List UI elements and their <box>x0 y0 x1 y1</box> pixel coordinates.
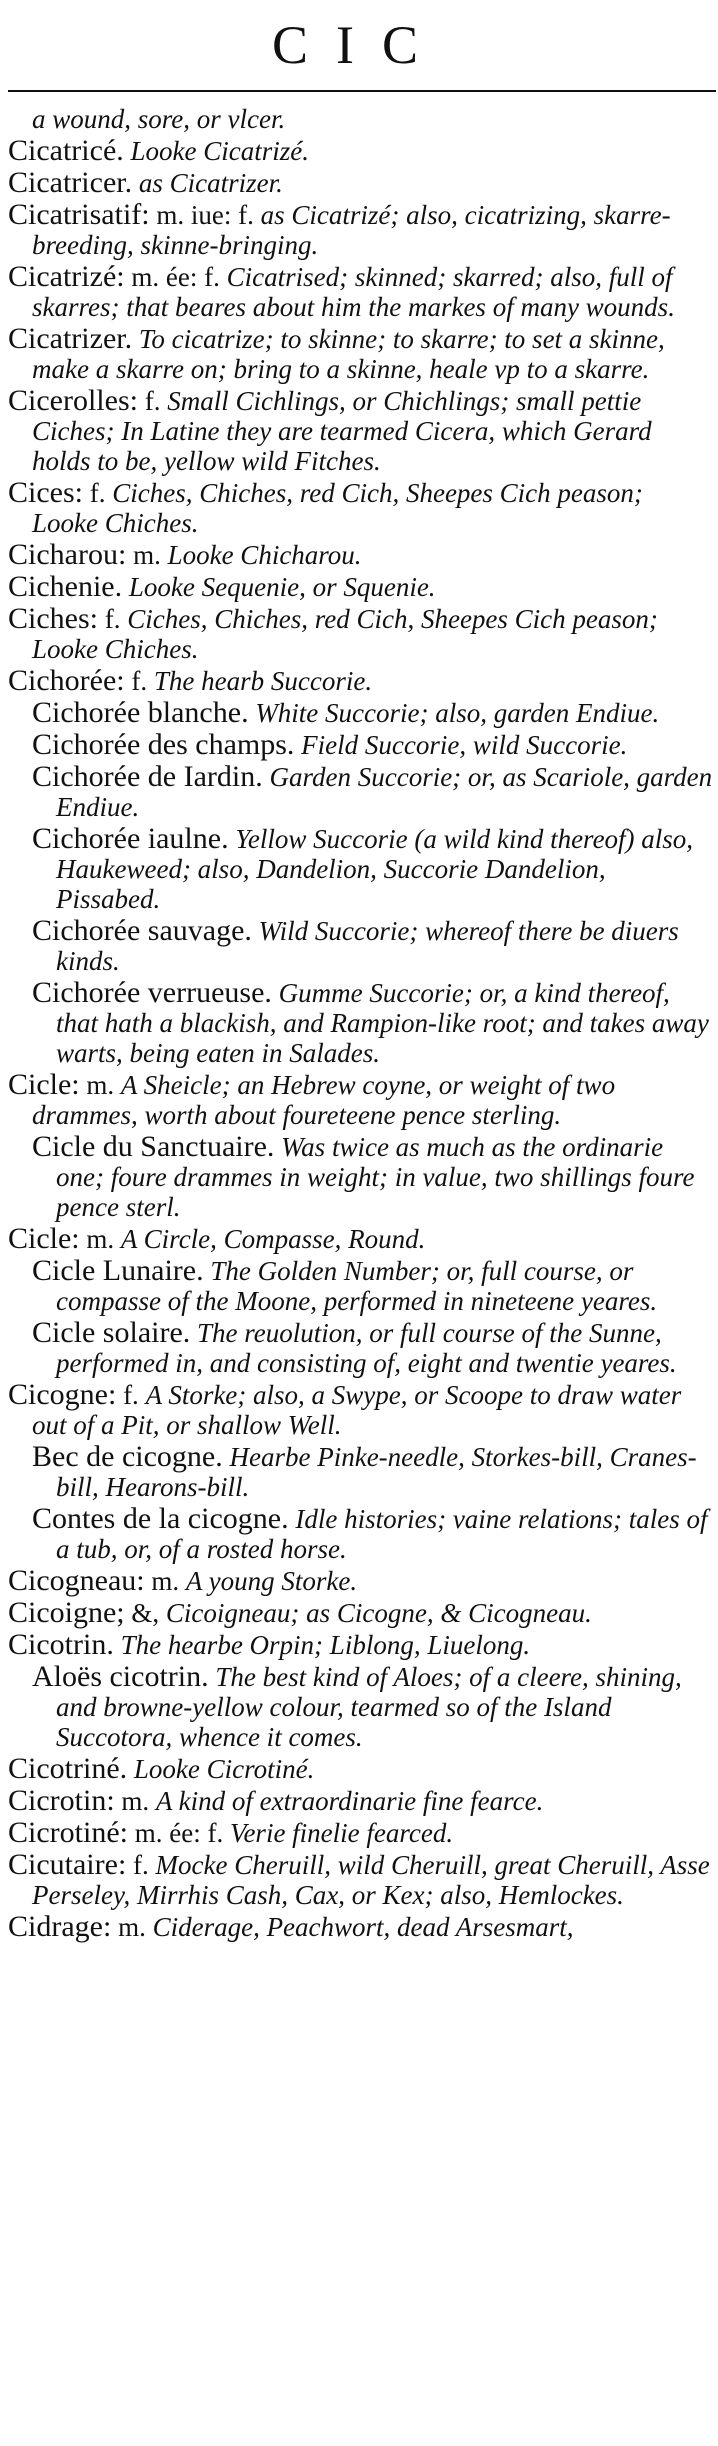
entry-headword: Cicrotin: <box>8 1784 115 1817</box>
dictionary-entry <box>8 1132 714 1222</box>
entry-definition: Wild Succorie; whereof there be diuers kinds. <box>56 916 679 976</box>
entry-headword: Contes de la cicogne. <box>32 1502 289 1535</box>
dictionary-entry <box>8 1380 714 1440</box>
entry-definition: Was twice as much as the ordinarie one; foure drammes in weight; in value, two shillings foure pence sterl. <box>56 1132 695 1222</box>
dictionary-entry <box>8 1786 714 1816</box>
dictionary-entry <box>8 1442 714 1502</box>
entry-headword: Cichorée iaulne. <box>32 822 229 855</box>
entry-headword: Cicatrisatif: <box>8 198 150 231</box>
entry-definition: Field Succorie, wild Succorie. <box>301 730 628 760</box>
entry-headword: Cicle solaire. <box>32 1316 191 1349</box>
entry-grammar: f. <box>89 478 106 508</box>
entry-grammar: f. <box>123 1380 139 1410</box>
entry-headword: Cichorée sauvage. <box>32 914 252 947</box>
entry-definition: Garden Succorie; or, as Scariole, garden Endiue. <box>56 762 713 822</box>
dictionary-entry <box>8 386 714 476</box>
dictionary-entry <box>8 1598 714 1628</box>
dictionary-entry <box>8 1566 714 1596</box>
entry-headword: Aloës cicotrin. <box>32 1660 209 1693</box>
entry-headword: Cidrage: <box>8 1910 112 1943</box>
entry-definition: Looke Cicrotiné. <box>133 1754 315 1784</box>
entry-headword: Cicotriné. <box>8 1752 128 1785</box>
entry-headword: Cicerolles: <box>8 384 138 417</box>
entry-grammar: m. <box>133 540 161 570</box>
entry-definition: Yellow Succorie (a wild kind thereof) also, Haukeweed; also, Dandelion, Succorie Dandelion, Pissabed. <box>56 824 694 914</box>
dictionary-entry <box>8 104 714 134</box>
entry-grammar: m. iue: f. <box>156 200 254 230</box>
entry-headword: Cicoigne; <box>8 1596 125 1629</box>
entry-grammar: f. <box>131 666 148 696</box>
entry-grammar: m. <box>118 1912 146 1942</box>
entry-definition: A Circle, Compasse, Round. <box>120 1224 426 1254</box>
entry-grammar: m. <box>151 1566 180 1596</box>
entry-grammar: m. ée: f. <box>134 1818 224 1848</box>
entry-definition: Cicatrised; skinned; skarred; also, full of skarres; that beares about him the markes of many wounds. <box>32 262 675 322</box>
dictionary-entry <box>8 1224 714 1254</box>
dictionary-entry <box>8 824 714 914</box>
dictionary-entry <box>8 1754 714 1784</box>
entry-headword: Cichenie. <box>8 570 123 603</box>
entry-headword: Cices: <box>8 476 83 509</box>
entry-grammar: m. <box>86 1224 115 1254</box>
dictionary-entry <box>8 136 714 166</box>
dictionary-entry <box>8 1070 714 1130</box>
entry-definition: The hearb Succorie. <box>153 666 373 696</box>
entry-definition: a wound, sore, or vlcer. <box>32 104 286 134</box>
entry-headword: Cicatricer. <box>8 166 133 199</box>
dictionary-entry <box>8 262 714 322</box>
dictionary-entry <box>8 1318 714 1378</box>
dictionary-entry <box>8 1850 714 1910</box>
header-rule <box>8 90 716 92</box>
entry-definition: Ciches, Chiches, red Cich, Sheepes Cich peason; Looke Chiches. <box>32 478 643 538</box>
entry-headword: Cicle: <box>8 1068 80 1101</box>
entry-headword: Cichorée verrueuse. <box>32 976 272 1009</box>
entry-definition: The reuolution, or full course of the Sunne, performed in, and consisting of, eight and twentie yeares. <box>56 1318 677 1378</box>
entry-grammar: f. <box>144 386 161 416</box>
entry-headword: Cicle du Sanctuaire. <box>32 1130 275 1163</box>
dictionary-entry <box>8 324 714 384</box>
entry-definition: Looke Chicharou. <box>167 540 362 570</box>
entry-definition: Looke Sequenie, or Squenie. <box>128 572 436 602</box>
entry-definition: Gumme Succorie; or, a kind thereof, that hath a blackish, and Rampion-like root; and takes away warts, being eaten in Salades. <box>56 978 709 1068</box>
entry-definition: A Storke; also, a Swype, or Scoope to draw water out of a Pit, or shallow Well. <box>32 1380 682 1440</box>
dictionary-entry <box>8 1662 714 1752</box>
dictionary-entry <box>8 978 714 1068</box>
entry-headword: Cichorée des champs. <box>32 728 295 761</box>
entry-definition: Small Cichlings, or Chichlings; small pettie Ciches; In Latine they are tearmed Cicera, which Gerard holds to be, yellow wild Fitches. <box>32 386 652 476</box>
entry-definition: Ciches, Chiches, red Cich, Sheepes Cich peason; Looke Chiches. <box>32 604 658 664</box>
dictionary-entry <box>8 1504 714 1564</box>
entry-definition: as Cicatrizé; also, cicatrizing, skarre-breeding, skinne-bringing. <box>32 200 671 260</box>
entry-headword: Cicogneau: <box>8 1564 145 1597</box>
entry-definition: Looke Cicatrizé. <box>130 136 310 166</box>
entry-headword: Bec de cicogne. <box>32 1440 223 1473</box>
dictionary-column <box>8 104 714 1944</box>
dictionary-entry <box>8 698 714 728</box>
entry-headword: Cichorée de Iardin. <box>32 760 263 793</box>
entry-definition: Ciderage, Peachwort, dead Arsesmart, <box>152 1912 574 1942</box>
dictionary-entry <box>8 762 714 822</box>
entry-headword: Cicle Lunaire. <box>32 1254 204 1287</box>
entry-definition: A kind of extraordinarie fine fearce. <box>155 1786 544 1816</box>
entry-definition: The best kind of Aloes; of a cleere, shining, and browne-yellow colour, tearmed so of the Island Succotora, whence it comes. <box>56 1662 682 1752</box>
entry-definition: as Cicatrizer. <box>138 168 283 198</box>
dictionary-entry <box>8 540 714 570</box>
entry-definition: The Golden Number; or, full course, or compasse of the Moone, performed in nineteene yeares. <box>56 1256 658 1316</box>
entry-headword: Cicutaire: <box>8 1848 127 1881</box>
entry-headword: Cicatricé. <box>8 134 124 167</box>
dictionary-entry <box>8 1912 714 1942</box>
entry-headword: Cicatrizé: <box>8 260 125 293</box>
entry-definition: To cicatrize; to skinne; to skarre; to set a skinne, make a skarre on; bring to a skinne, heale vp to a skarre. <box>32 324 665 384</box>
entry-headword: Cicotrin. <box>8 1628 114 1661</box>
entry-grammar: m. <box>121 1786 150 1816</box>
dictionary-entry <box>8 1256 714 1316</box>
entry-headword: Cicle: <box>8 1222 80 1255</box>
entry-definition: Hearbe Pinke-needle, Storkes-bill, Cranes-bill, Hearons-bill. <box>56 1442 697 1502</box>
entry-grammar: m. <box>86 1070 115 1100</box>
entry-headword: Cichorée: <box>8 664 125 697</box>
dictionary-entry <box>8 1630 714 1660</box>
dictionary-entry <box>8 666 714 696</box>
entry-definition: Verie finelie fearced. <box>229 1818 454 1848</box>
entry-definition: Cicoigneau; as Cicogne, & Cicogneau. <box>165 1598 592 1628</box>
dictionary-entry <box>8 604 714 664</box>
dictionary-entry <box>8 478 714 538</box>
entry-grammar: &, <box>131 1598 160 1628</box>
entry-definition: Idle histories; vaine relations; tales of a tub, or, of a rosted horse. <box>56 1504 708 1564</box>
entry-grammar: f. <box>104 604 121 634</box>
entry-headword: Cicatrizer. <box>8 322 133 355</box>
dictionary-entry <box>8 200 714 260</box>
entry-definition: The hearbe Orpin; Liblong, Liuelong. <box>120 1630 531 1660</box>
entry-grammar: f. <box>133 1850 149 1880</box>
dictionary-entry <box>8 168 714 198</box>
dictionary-entry <box>8 916 714 976</box>
entry-headword: Cichorée blanche. <box>32 696 249 729</box>
entry-grammar: m. ée: f. <box>131 262 220 292</box>
page-header-letters: CIC <box>271 15 447 75</box>
entry-definition: A Sheicle; an Hebrew coyne, or weight of two drammes, worth about foureteene pence sterling. <box>32 1070 616 1130</box>
entry-definition: A young Storke. <box>185 1566 358 1596</box>
entry-headword: Cicrotiné: <box>8 1816 128 1849</box>
dictionary-entry <box>8 730 714 760</box>
entry-headword: Cicogne: <box>8 1378 117 1411</box>
dictionary-entry <box>8 572 714 602</box>
entry-definition: Mocke Cheruill, wild Cheruill, great Cheruill, Asse Perseley, Mirrhis Cash, Cax, or Kex; also, Hemlockes. <box>32 1850 710 1910</box>
entry-definition: White Succorie; also, garden Endiue. <box>255 698 660 728</box>
entry-headword: Cicharou: <box>8 538 127 571</box>
dictionary-entry <box>8 1818 714 1848</box>
entry-headword: Ciches: <box>8 602 98 635</box>
